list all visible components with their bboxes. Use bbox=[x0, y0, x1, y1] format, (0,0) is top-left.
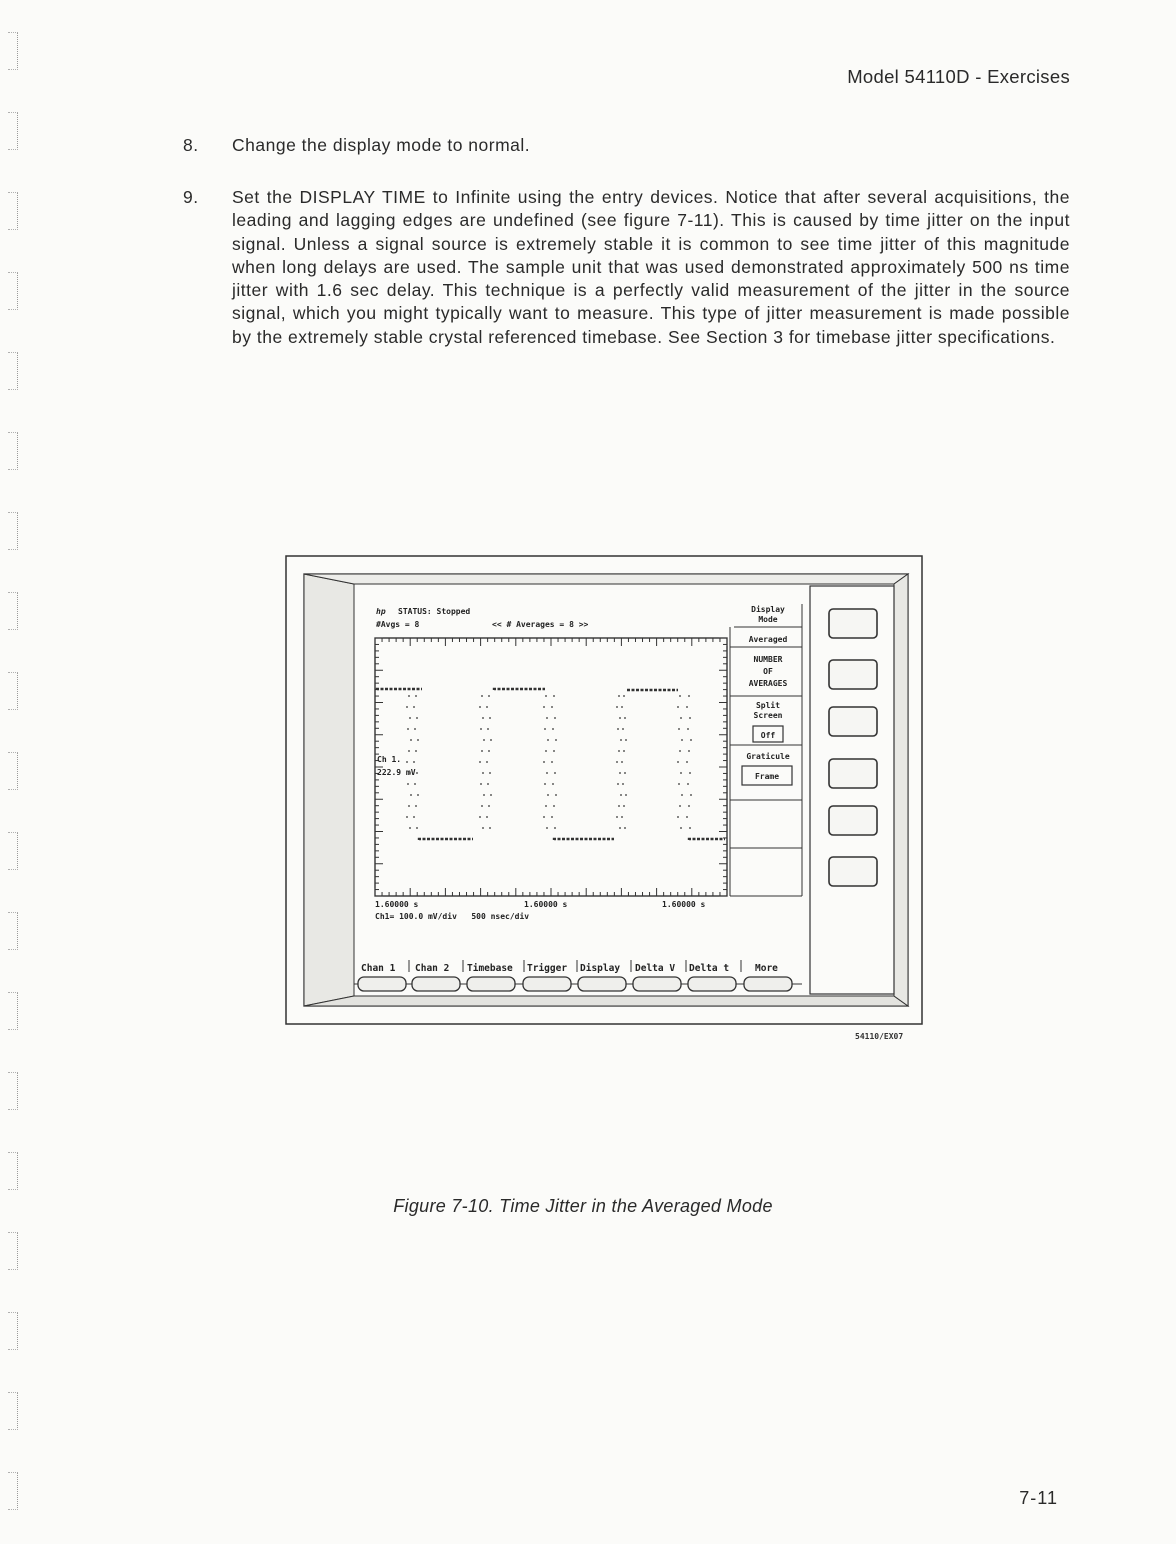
softkey-display[interactable] bbox=[578, 977, 626, 991]
scale-info: Ch1= 100.0 mV/div 500 nsec/div bbox=[375, 912, 530, 921]
waveform-trace bbox=[377, 689, 725, 840]
menu-split-line2: Screen bbox=[753, 711, 783, 720]
softkey-label-display: Display bbox=[580, 963, 621, 974]
time-left-label: 1.60000 s bbox=[375, 900, 419, 909]
channel-label: Ch 1. bbox=[377, 755, 402, 764]
menu-graticule: Graticule bbox=[746, 752, 790, 761]
channel-level: 222.9 mV bbox=[377, 768, 416, 777]
oscilloscope-figure bbox=[284, 552, 924, 1028]
figure-id: 54110/EX07 bbox=[855, 1032, 904, 1041]
menu-number-line2: OF bbox=[763, 667, 773, 676]
menu-key-2[interactable] bbox=[829, 660, 877, 689]
menu-key-4[interactable] bbox=[829, 759, 877, 788]
softkey-chan2[interactable] bbox=[412, 977, 460, 991]
acquisition-status: STATUS: Stopped bbox=[398, 607, 471, 616]
oscilloscope-screen-drawing bbox=[284, 552, 924, 1028]
figure-caption bbox=[0, 1196, 1176, 1217]
softkey-label-delta-v: Delta V bbox=[635, 963, 676, 974]
menu-display-mode-line2: Mode bbox=[758, 615, 778, 624]
softkey-label-chan1: Chan 1 bbox=[361, 963, 396, 974]
menu-split-line1: Split bbox=[755, 701, 781, 710]
step-text: Change the display mode to normal. bbox=[232, 135, 531, 155]
softkey-delta-v[interactable] bbox=[633, 977, 681, 991]
menu-number-line1: NUMBER bbox=[753, 655, 783, 664]
menu-key-5[interactable] bbox=[829, 806, 877, 835]
softkey-timebase[interactable] bbox=[467, 977, 515, 991]
softkey-delta-t[interactable] bbox=[688, 977, 736, 991]
softkey-label-more: More bbox=[755, 963, 778, 974]
figure-caption-text: Figure 7-10. Time Jitter in the Averaged Mode bbox=[393, 1196, 773, 1216]
time-center-label: 1.60000 s bbox=[524, 900, 568, 909]
step-text: Set the DISPLAY TIME to Infinite using the entry devices. Notice that after several acquisitions, the leading and lagging edges are undefined (see figure 7-11). This is caused by time jitter on the input signal. Unless a signal source is extremely stable it is common to see time jitter of this magnitude when long delays are used. The sample unit that was used demonstrated approximately 500 ns time jitter with 1.6 sec delay. This technique is a perfectly valid measurement of the jitter in the source signal, which you might typically want to measure. This type of jitter measurement is made possible by the extremely stable crystal referenced timebase. See Section 3 for timebase jitter specifications. bbox=[232, 187, 1070, 347]
averages-count: #Avgs = 8 bbox=[376, 620, 420, 629]
binder-holes bbox=[4, 20, 18, 1530]
time-right-label: 1.60000 s bbox=[662, 900, 706, 909]
menu-split-value: Off bbox=[760, 731, 776, 740]
softkey-label-delta-t: Delta t bbox=[689, 963, 730, 974]
graticule-frame bbox=[375, 638, 727, 896]
menu-graticule-value: Frame bbox=[754, 772, 780, 781]
softkey-more[interactable] bbox=[744, 977, 792, 991]
softkey-label-chan2: Chan 2 bbox=[415, 963, 450, 974]
softkey-chan1[interactable] bbox=[358, 977, 406, 991]
menu-key-3[interactable] bbox=[829, 707, 877, 736]
step-number: 9. bbox=[183, 187, 199, 207]
bezel-outer bbox=[304, 574, 908, 1006]
menu-display-mode-line1: Display bbox=[751, 605, 785, 614]
softkey-trigger[interactable] bbox=[523, 977, 571, 991]
step-number: 8. bbox=[183, 135, 199, 155]
menu-averaged: Averaged bbox=[748, 635, 788, 644]
menu-key-1[interactable] bbox=[829, 609, 877, 638]
menu-number-line3: AVERAGES bbox=[748, 679, 788, 688]
hp-logo: hp bbox=[376, 607, 386, 616]
softkey-label-timebase: Timebase bbox=[467, 963, 513, 974]
averages-note: << # Averages = 8 >> bbox=[492, 620, 589, 629]
page-header: Model 54110D - Exercises bbox=[847, 66, 1070, 87]
page-number: 7-11 bbox=[1019, 1488, 1058, 1508]
menu-key-6[interactable] bbox=[829, 857, 877, 886]
key-panel bbox=[810, 586, 894, 994]
softkey-label-trigger: Trigger bbox=[527, 963, 568, 974]
